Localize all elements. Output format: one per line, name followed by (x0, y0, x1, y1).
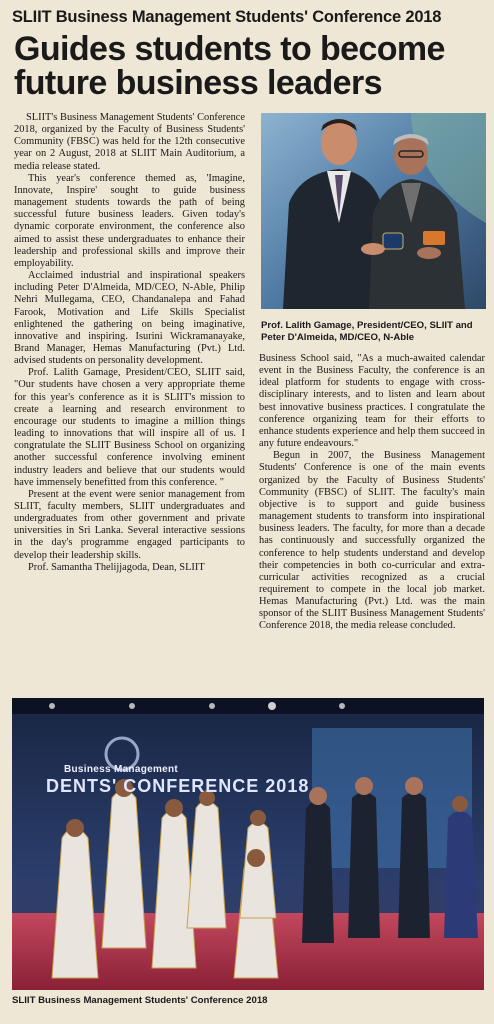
article-headline (14, 32, 484, 100)
stage-banner-line-2: DENTS' CONFERENCE 2018 (46, 776, 310, 796)
col1-paragraph: This year's conference themed as, 'Imagine, Innovate, Inspire' sought to guide business management students towards the path of being successful future business leaders. Given today's dynamic corporate environment, the conference also aimed to assist these undergraduates to enhance their leadership and professional skills and improve their employability. (14, 172, 245, 269)
stage-banner-line-1: Business Management (64, 764, 179, 775)
photo-conference-stage (12, 698, 484, 990)
photo-award-illustration (261, 113, 486, 309)
col2-paragraph: Begun in 2007, the Business Management Students' Conference is one of the main events organized by the Faculty of Business Students' Community (FBSC) of SLIIT. The faculty's main objective is to support and guide business management students to transform into inspirational business leaders. The faculty, for more than a decade has continuously and successfully organized the conference to help students understand and develop their competencies in both co-curricular and extra-curricular activities recognized as a crucial requirement to compete in the local job market. Hemas Manufacturing (Pvt.) Ltd. was the main sponsor of the SLIIT Business Management Students' Conference 2018, the media release concluded. (259, 450, 485, 632)
col1-paragraph: Acclaimed industrial and inspirational speakers including Peter D'Almeida, MD/CEO, N-Able, Philip Nehri Mullegama, CEO, Chandanalepa and Fahad Farook, Motivation and Life Skills Specialist enlightened the gathering on being imaginative, innovative and inspiring. Isurini Wickramanayake, Brand Manager, Hemas Manufacturing (Pvt.) Ltd. advised students on personality development. (14, 270, 245, 367)
headline-line-2: future business leaders (14, 64, 382, 102)
article-kicker: SLIIT Business Management Students' Conference 2018 (12, 8, 442, 26)
article-column-1 (14, 112, 245, 692)
col2-paragraph: Business School said, "As a much-awaited calendar event in the Business Faculty, the conference is an ideal platform for students to engage with cross-disciplinary interests, and to listen and learn about best innovative business practices. I congratulate the conference organizing team for their efforts to enhance students experience and help them succeed in any future endeavours." (259, 353, 485, 450)
photo-stage-caption: SLIIT Business Management Students' Conference 2018 (12, 995, 268, 1006)
col1-paragraph: SLIIT's Business Management Students' Conference 2018, organized by the Faculty of Business Students' Community (FBSC) was held for the 12th consecutive year on 2 August, 2018 at SLIIT Main Auditorium, a media release stated. (14, 112, 245, 172)
headline-line-1: Guides students to become (14, 30, 445, 68)
photo-stage-illustration (12, 698, 484, 990)
col1-paragraph: Prof. Samantha Thelijjagoda, Dean, SLIIT (28, 561, 205, 573)
col1-paragraph: Present at the event were senior management from SLIIT, faculty members, SLIIT undergraduates and undergraduates from other government and private universities in Sri Lanka. Several interactive sessions in the day's programme engaged participants to develop their leadership skills. (14, 488, 245, 561)
photo-award-caption: Prof. Lalith Gamage, President/CEO, SLIIT and Peter D'Almeida, MD/CEO, N-Able (261, 320, 473, 343)
article-column-2 (259, 353, 485, 693)
col1-paragraph: Prof. Lalith Gamage, President/CEO, SLIIT said, "Our students have chosen a very appropriate theme for this year's conference as it is SLIIT's mission to create a learning and research environment to encourage our students to imagine a million things leading to innovations that will inspire all of us. I congratulate the SLIIT Business School on organizing another successful conference involving eminent industry leaders and believe that our students would have immensely benefitted from this conference. " (14, 367, 245, 488)
photo-award-presentation (261, 113, 486, 309)
